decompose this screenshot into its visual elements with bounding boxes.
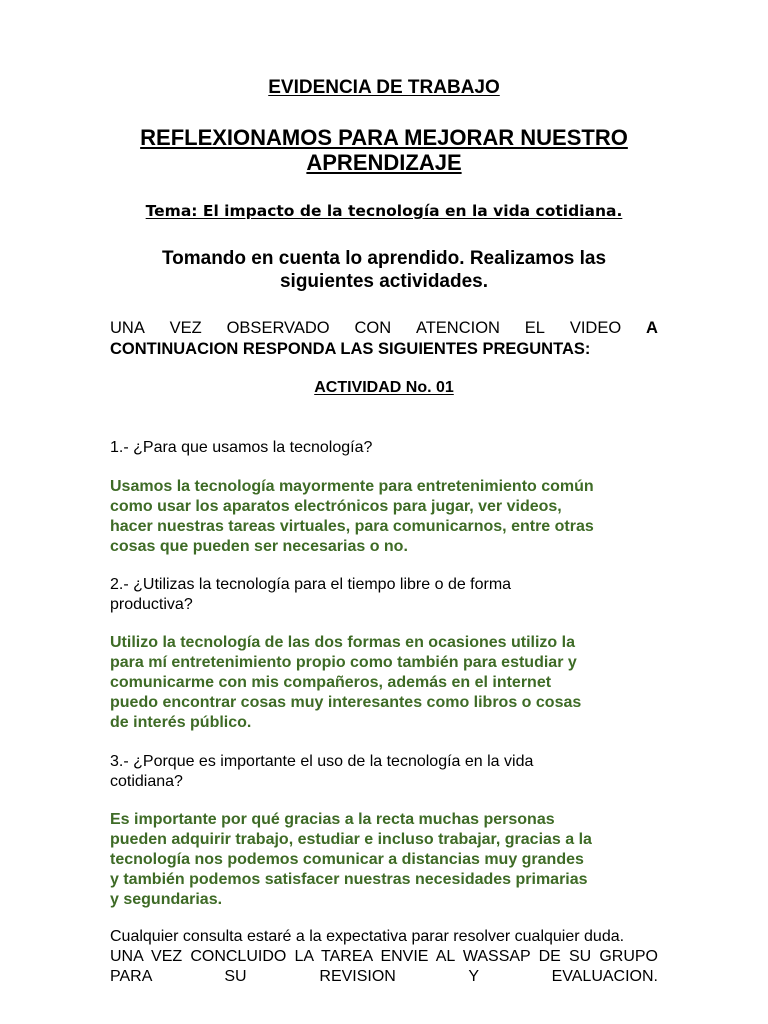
instruction-word: VIDEO <box>569 319 622 337</box>
question-line: 2.- ¿Utilizas la tecnología para el tiempo libre o de forma <box>110 576 512 593</box>
question-line: cotidiana? <box>110 773 183 790</box>
instruction-word: UNA <box>110 319 145 337</box>
instruction-word: ATENCION <box>415 319 500 337</box>
question-line: productiva? <box>110 596 193 613</box>
answer-line: hacer nuestras tareas virtuales, para comunicarnos, entre otras <box>110 518 594 535</box>
answer-line: y segundarias. <box>110 891 223 908</box>
question-line: 1.- ¿Para que usamos la tecnología? <box>110 439 373 456</box>
intro-text <box>0 247 768 293</box>
activity-title: ACTIVIDAD No. 01 <box>314 379 454 396</box>
answer-line: para mí entretenimiento propio como también para estudiar y <box>110 654 577 671</box>
answer-line: pueden adquirir trabajo, estudiar e incluso trabajar, gracias a la <box>110 831 592 848</box>
document-heading: EVIDENCIA DE TRABAJO <box>268 77 500 98</box>
instruction-word: VEZ <box>169 319 202 337</box>
answer-line: comunicarme con mis compañeros, además en el internet <box>110 674 552 691</box>
instruction-line-2: CONTINUACION RESPONDA LAS SIGUIENTES PREGUNTAS: <box>110 340 591 358</box>
question-2 <box>110 575 658 615</box>
consulta-text: Cualquier consulta estaré a la expectativa parar resolver cualquier duda. <box>110 928 625 945</box>
intro-line-1: Tomando en cuenta lo aprendido. Realizamos las <box>161 248 607 269</box>
answer-line: puedo encontrar cosas muy interesantes como libros o cosas <box>110 694 582 711</box>
answer-line: como usar los aparatos electrónicos para jugar, ver videos, <box>110 498 562 515</box>
envio-text: UNA VEZ CONCLUIDO LA TAREA ENVIE AL WASSAP DE SU GRUPO PARA SU REVISION Y EVALUACION. <box>110 948 658 985</box>
answer-1 <box>110 477 658 557</box>
question-3 <box>110 752 658 792</box>
answer-line: Usamos la tecnología mayormente para entretenimiento común <box>110 478 594 495</box>
answer-line: Utilizo la tecnología de las dos formas en ocasiones utilizo la <box>110 634 575 651</box>
instruction-word: EL <box>524 319 545 337</box>
answer-line: tecnología nos podemos comunicar a distancias muy grandes <box>110 851 584 868</box>
question-line: 3.- ¿Porque es importante el uso de la tecnología en la vida <box>110 753 534 770</box>
subheading-line-2: APRENDIZAJE <box>306 150 462 175</box>
answer-3 <box>110 810 658 910</box>
answer-line: y también podemos satisfacer nuestras necesidades primarias <box>110 871 588 888</box>
answer-line: cosas que pueden ser necesarias o no. <box>110 538 408 555</box>
instruction-word: CON <box>354 319 392 337</box>
intro-line-2: siguientes actividades. <box>279 271 489 292</box>
instruction-line-1 <box>110 318 658 339</box>
answer-line: Es importante por qué gracias a la recta muchas personas <box>110 811 555 828</box>
instruction-text <box>110 318 658 360</box>
subheading-line-1: REFLEXIONAMOS PARA MEJORAR NUESTRO <box>140 125 628 150</box>
answer-line: de interés público. <box>110 714 252 731</box>
instruction-word: OBSERVADO <box>226 319 330 337</box>
question-1 <box>110 438 658 458</box>
document-subheading <box>0 125 768 175</box>
answer-2 <box>110 633 658 733</box>
footer-notes <box>110 927 658 987</box>
topic-line: Tema: El impacto de la tecnología en la vida cotidiana. <box>145 202 623 220</box>
instruction-word: A <box>646 319 658 337</box>
